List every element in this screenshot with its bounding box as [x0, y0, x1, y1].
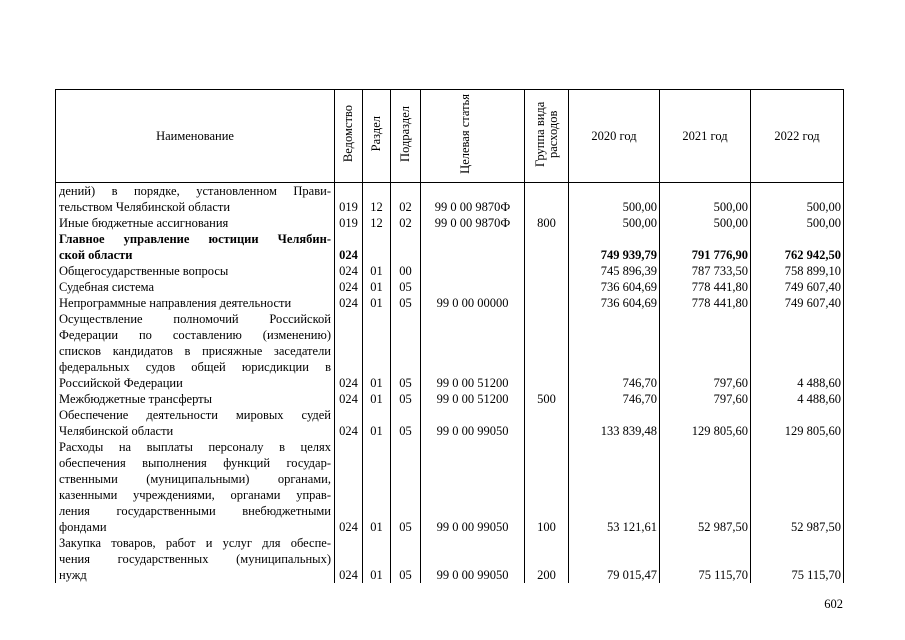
budget-table	[55, 89, 844, 583]
row-group	[525, 407, 569, 439]
table-row	[56, 215, 844, 231]
row-razdel: 01	[363, 311, 391, 391]
row-2022: 500,00	[751, 183, 844, 216]
row-target	[421, 263, 525, 279]
row-razdel: 01	[363, 263, 391, 279]
row-razdel: 12	[363, 183, 391, 216]
row-target: 99 0 00 99050	[421, 407, 525, 439]
row-name	[56, 215, 335, 231]
row-podrazdel: 05	[391, 407, 421, 439]
header-podrazdel: Подраздел	[391, 90, 421, 183]
row-2020: 133 839,48	[569, 407, 660, 439]
page-number: 602	[824, 597, 843, 611]
header-2021: 2021 год	[660, 90, 751, 183]
row-name-line: обеспечения выполнения функций государ-	[59, 456, 331, 470]
row-name	[56, 295, 335, 311]
row-podrazdel: 05	[391, 311, 421, 391]
row-2021: 778 441,80	[660, 279, 751, 295]
row-name-line: чения государственных (муниципальных)	[59, 552, 331, 566]
row-name-line: казенными учреждениями, органами управ-	[59, 488, 331, 502]
row-2022: 52 987,50	[751, 439, 844, 535]
row-2021: 75 115,70	[660, 535, 751, 583]
row-group: 100	[525, 439, 569, 535]
row-vedomstvo: 024	[335, 279, 363, 295]
row-vedomstvo: 024	[335, 407, 363, 439]
table-row	[56, 279, 844, 295]
row-razdel	[363, 231, 391, 263]
row-group	[525, 263, 569, 279]
row-2022: 758 899,10	[751, 263, 844, 279]
row-target: 99 0 00 99050	[421, 535, 525, 583]
row-2021: 791 776,90	[660, 231, 751, 263]
row-name-line: ской области	[59, 248, 133, 262]
row-target: 99 0 00 51200	[421, 311, 525, 391]
row-group	[525, 295, 569, 311]
row-name-line: Главное управление юстиции Челябин-	[59, 232, 331, 246]
row-2021: 129 805,60	[660, 407, 751, 439]
row-target: 99 0 00 9870Ф	[421, 183, 525, 216]
row-target	[421, 279, 525, 295]
header-row	[56, 90, 844, 183]
row-2020: 746,70	[569, 391, 660, 407]
row-2022: 75 115,70	[751, 535, 844, 583]
row-group	[525, 311, 569, 391]
header-razdel: Раздел	[363, 90, 391, 183]
row-2022: 762 942,50	[751, 231, 844, 263]
table-row	[56, 391, 844, 407]
row-name	[56, 311, 335, 391]
table-row	[56, 535, 844, 583]
row-name-line: Обеспечение деятельности мировых судей	[59, 408, 331, 422]
row-2022: 749 607,40	[751, 295, 844, 311]
row-name-line: Челябинской области	[59, 424, 174, 438]
row-vedomstvo: 024	[335, 311, 363, 391]
row-vedomstvo: 024	[335, 439, 363, 535]
header-2020: 2020 год	[569, 90, 660, 183]
row-name	[56, 391, 335, 407]
table-row	[56, 311, 844, 391]
row-podrazdel: 05	[391, 295, 421, 311]
row-podrazdel: 00	[391, 263, 421, 279]
row-2021: 797,60	[660, 391, 751, 407]
row-vedomstvo: 024	[335, 295, 363, 311]
row-2021: 500,00	[660, 215, 751, 231]
row-podrazdel: 05	[391, 391, 421, 407]
row-2020: 749 939,79	[569, 231, 660, 263]
row-vedomstvo: 024	[335, 391, 363, 407]
row-razdel: 01	[363, 279, 391, 295]
row-podrazdel: 05	[391, 535, 421, 583]
row-vedomstvo: 019	[335, 183, 363, 216]
row-name-line: тельством Челябинской области	[59, 200, 231, 214]
row-name-line: ления государственными внебюджетными	[59, 504, 331, 518]
row-name-line: Судебная система	[59, 280, 155, 294]
row-group	[525, 279, 569, 295]
row-name-line: дений) в порядке, установленном Прави-	[59, 184, 331, 198]
row-podrazdel: 02	[391, 215, 421, 231]
row-name-line: Российской Федерации	[59, 376, 183, 390]
row-name-line: федеральных судов общей юрисдикции в	[59, 360, 331, 374]
row-2022: 129 805,60	[751, 407, 844, 439]
row-2020: 736 604,69	[569, 295, 660, 311]
row-vedomstvo: 024	[335, 231, 363, 263]
row-razdel: 01	[363, 535, 391, 583]
row-name	[56, 279, 335, 295]
row-2021: 778 441,80	[660, 295, 751, 311]
header-group: Группа вида расходов	[525, 90, 569, 183]
header-2022: 2022 год	[751, 90, 844, 183]
row-name	[56, 439, 335, 535]
table-row	[56, 439, 844, 535]
row-name-line: нужд	[59, 568, 87, 582]
row-2021: 500,00	[660, 183, 751, 216]
row-target	[421, 231, 525, 263]
row-2020: 500,00	[569, 183, 660, 216]
row-target: 99 0 00 51200	[421, 391, 525, 407]
row-podrazdel: 05	[391, 279, 421, 295]
table-body	[56, 183, 844, 584]
table-row	[56, 231, 844, 263]
row-2021: 797,60	[660, 311, 751, 391]
row-name-line: ственными (муниципальными) органами,	[59, 472, 331, 486]
row-name	[56, 231, 335, 263]
row-2020: 53 121,61	[569, 439, 660, 535]
table-row	[56, 183, 844, 216]
row-name-line: Расходы на выплаты персоналу в целях	[59, 440, 331, 454]
row-group	[525, 231, 569, 263]
row-name-line: Непрограммные направления деятельности	[59, 296, 292, 310]
row-name-line: Общегосударственные вопросы	[59, 264, 229, 278]
row-name-line: Иные бюджетные ассигнования	[59, 216, 229, 230]
table-row	[56, 407, 844, 439]
table-row	[56, 263, 844, 279]
table-row	[56, 295, 844, 311]
row-2022: 4 488,60	[751, 391, 844, 407]
row-podrazdel: 05	[391, 439, 421, 535]
header-vedomstvo: Ведомство	[335, 90, 363, 183]
row-target: 99 0 00 99050	[421, 439, 525, 535]
row-2021: 787 733,50	[660, 263, 751, 279]
row-group: 800	[525, 215, 569, 231]
header-target: Целевая статья	[421, 90, 525, 183]
header-name: Наименование	[56, 90, 335, 183]
row-name-line: Федерации по составлению (изменению)	[59, 328, 331, 342]
row-vedomstvo: 024	[335, 263, 363, 279]
row-group	[525, 183, 569, 216]
row-target: 99 0 00 9870Ф	[421, 215, 525, 231]
row-podrazdel	[391, 231, 421, 263]
row-2020: 746,70	[569, 311, 660, 391]
row-2020: 500,00	[569, 215, 660, 231]
row-name	[56, 407, 335, 439]
row-name-line: Межбюджетные трансферты	[59, 392, 213, 406]
row-2022: 749 607,40	[751, 279, 844, 295]
row-2021: 52 987,50	[660, 439, 751, 535]
row-name	[56, 535, 335, 583]
row-name-line: Осуществление полномочий Российской	[59, 312, 331, 326]
row-target: 99 0 00 00000	[421, 295, 525, 311]
row-name-line: Закупка товаров, работ и услуг для обеспе-	[59, 536, 331, 550]
row-2022: 500,00	[751, 215, 844, 231]
row-razdel: 01	[363, 407, 391, 439]
row-vedomstvo: 019	[335, 215, 363, 231]
row-2020: 79 015,47	[569, 535, 660, 583]
row-podrazdel: 02	[391, 183, 421, 216]
row-group: 200	[525, 535, 569, 583]
row-name	[56, 263, 335, 279]
row-vedomstvo: 024	[335, 535, 363, 583]
row-2022: 4 488,60	[751, 311, 844, 391]
row-name-line: списков кандидатов в присяжные заседатели	[59, 344, 331, 358]
row-name	[56, 183, 335, 216]
row-name-line: фондами	[59, 520, 107, 534]
row-razdel: 01	[363, 295, 391, 311]
row-2020: 736 604,69	[569, 279, 660, 295]
row-2020: 745 896,39	[569, 263, 660, 279]
row-razdel: 01	[363, 391, 391, 407]
row-group: 500	[525, 391, 569, 407]
row-razdel: 12	[363, 215, 391, 231]
row-razdel: 01	[363, 439, 391, 535]
